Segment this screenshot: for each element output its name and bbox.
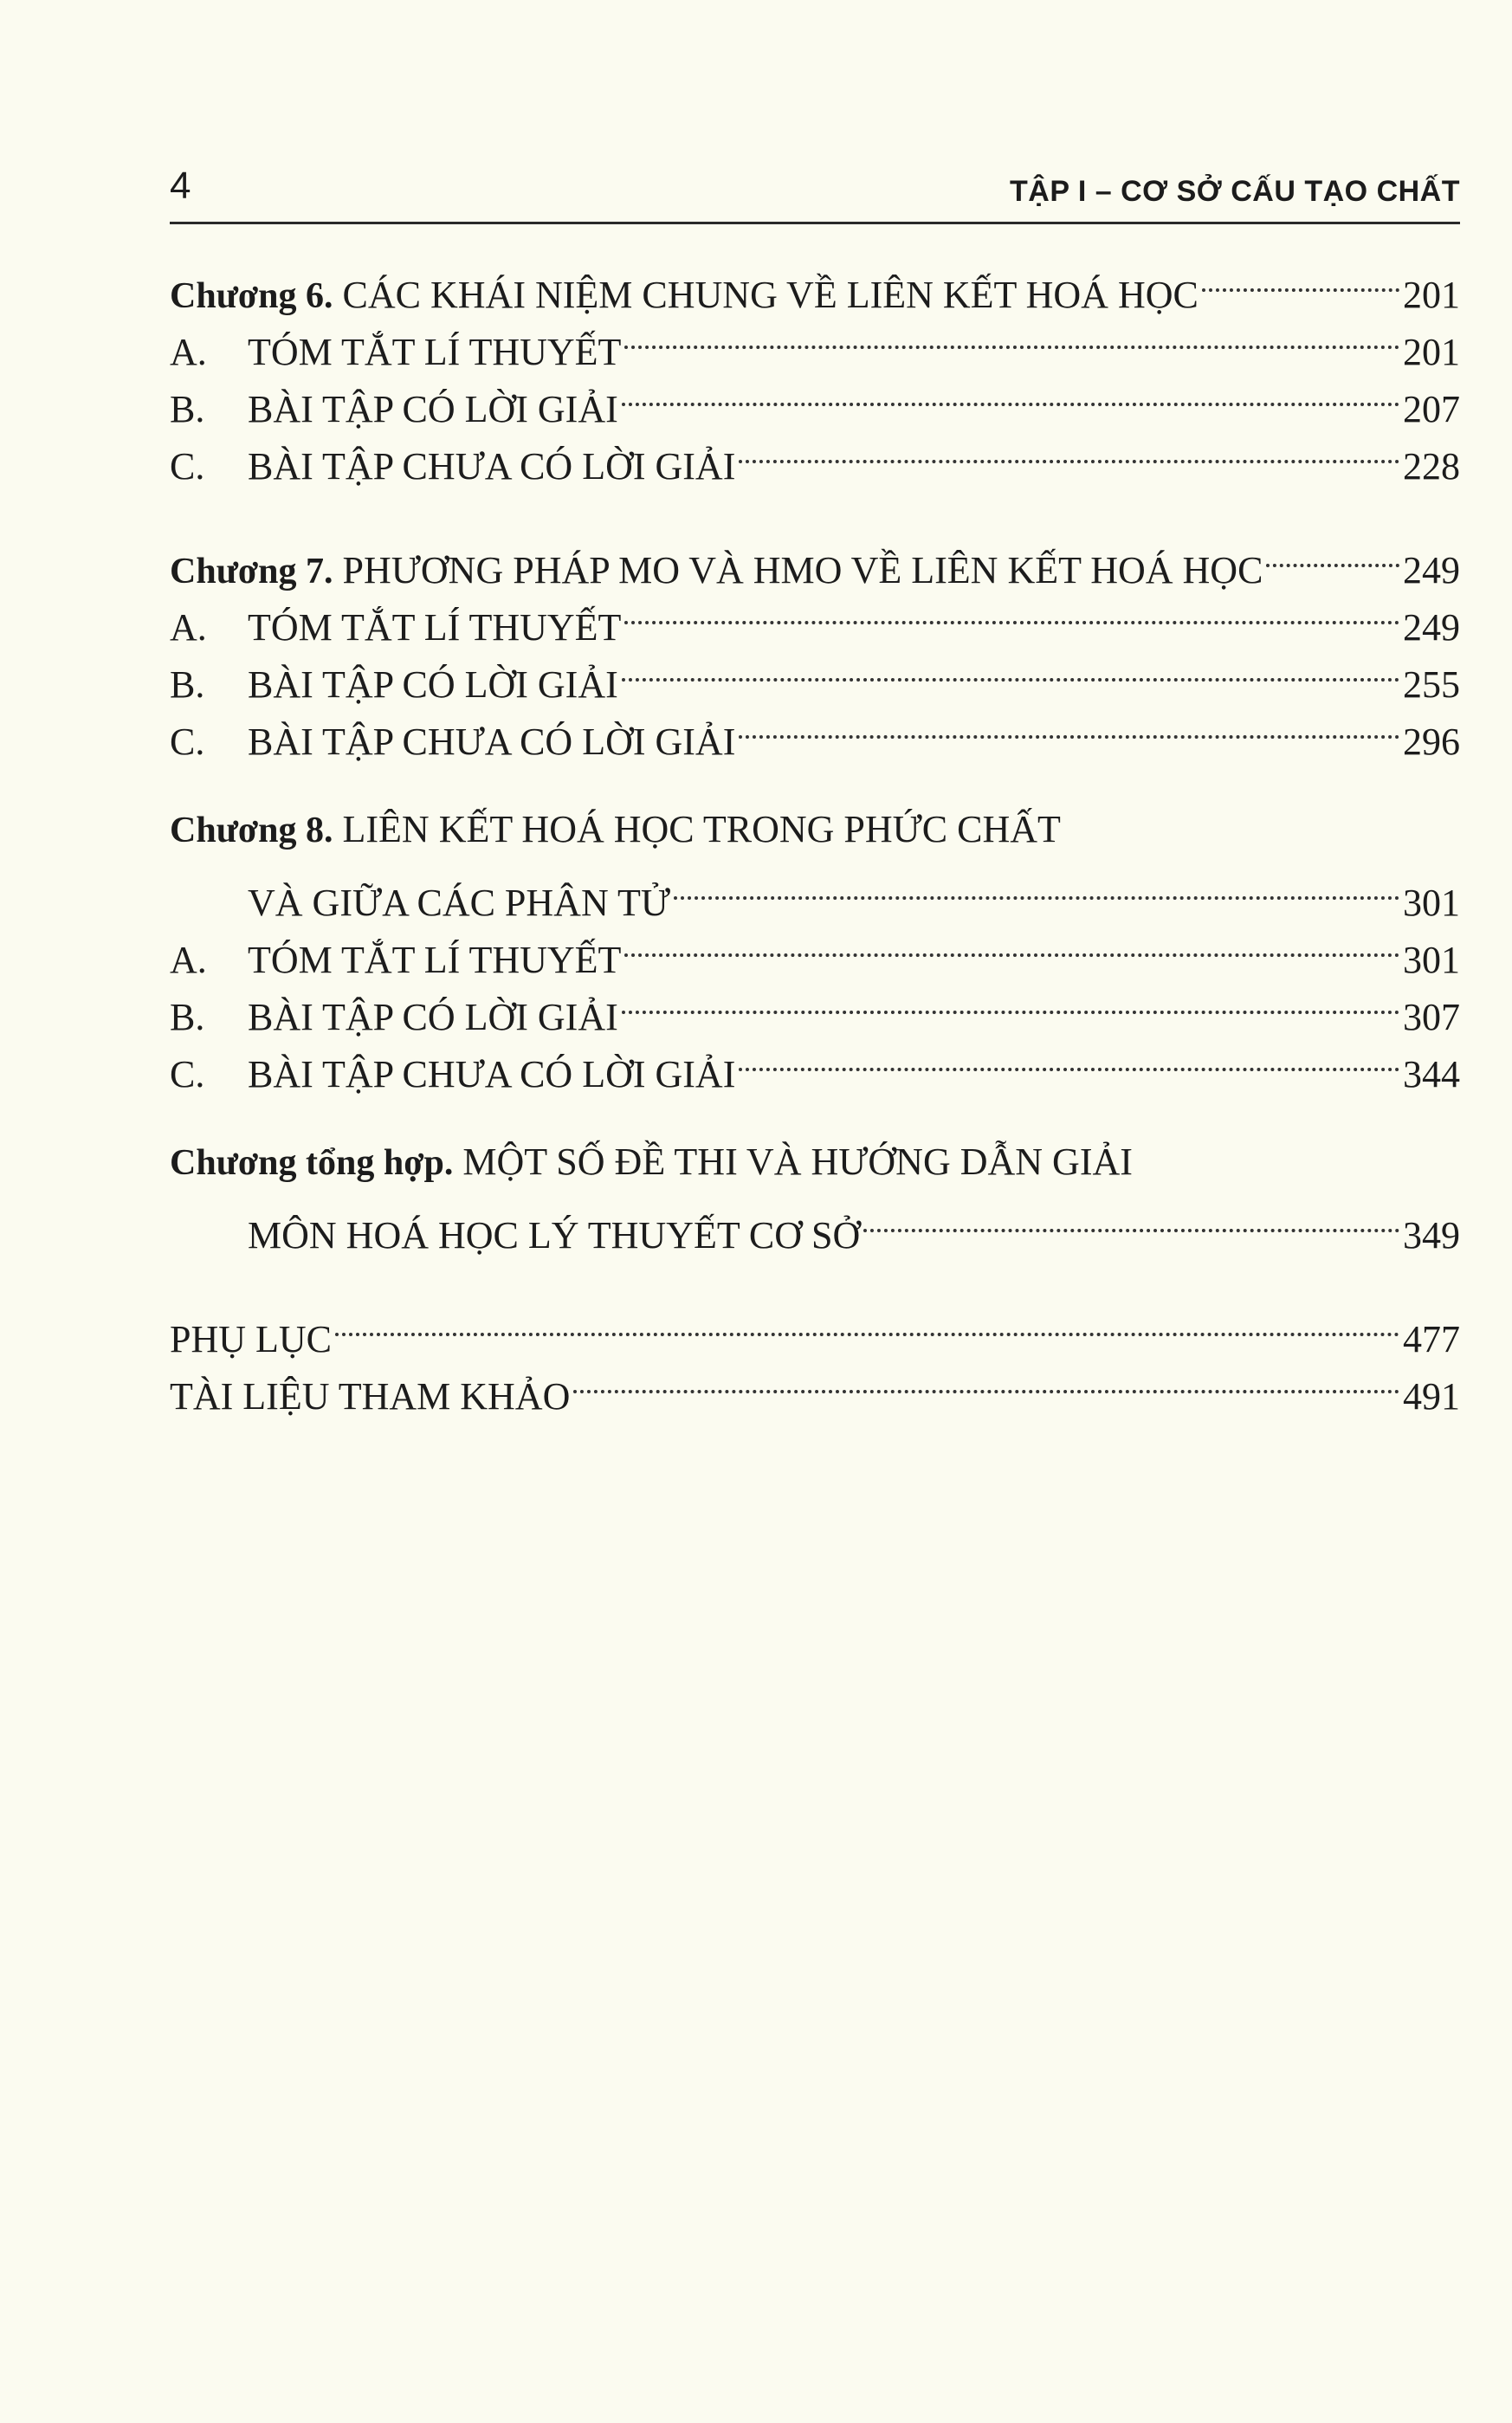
dot-leader — [739, 697, 1399, 754]
page-ref: 301 — [1403, 939, 1460, 981]
page-ref: 249 — [1403, 606, 1460, 649]
section-title: BÀI TẬP CÓ LỜI GIẢI — [248, 388, 618, 430]
section-title: BÀI TẬP CÓ LỜI GIẢI — [248, 996, 618, 1038]
section-letter: A. — [170, 606, 207, 649]
dot-leader — [739, 1030, 1399, 1087]
page-ref: 477 — [1403, 1318, 1460, 1360]
page-ref: 249 — [1403, 549, 1460, 591]
page-ref: 349 — [1403, 1214, 1460, 1257]
section-letter: B. — [170, 996, 205, 1038]
dot-leader — [573, 1352, 1399, 1409]
chapter-prefix: Chương tổng hợp. — [170, 1143, 454, 1183]
toc-extras — [170, 1295, 1460, 1418]
chapter-title: CÁC KHÁI NIỆM CHUNG VỀ LIÊN KẾT HOÁ HỌC — [333, 274, 1199, 316]
book-page — [170, 165, 1460, 1418]
section-letter: C. — [170, 1053, 205, 1095]
toc-chapter-heading-continued[interactable] — [170, 1191, 1460, 1257]
chapter-prefix: Chương 6. — [170, 276, 333, 316]
toc-chapter-heading[interactable] — [170, 1134, 1460, 1191]
extra-title: TÀI LIỆU THAM KHẢO — [170, 1375, 571, 1418]
dot-leader — [335, 1295, 1399, 1352]
page-ref: 344 — [1403, 1053, 1460, 1095]
page-ref: 228 — [1403, 445, 1460, 488]
toc-references[interactable] — [170, 1352, 1460, 1418]
toc-chapter-6 — [170, 250, 1460, 488]
dot-leader — [624, 915, 1399, 972]
extra-title: PHỤ LỤC — [170, 1318, 333, 1360]
dot-leader — [863, 1191, 1399, 1248]
section-letter: A. — [170, 331, 207, 373]
chapter-prefix: Chương 7. — [170, 552, 333, 591]
dot-leader — [1266, 526, 1399, 583]
dot-leader — [739, 422, 1399, 479]
toc-chapter-heading-continued[interactable] — [170, 858, 1460, 924]
toc-chapter-7 — [170, 526, 1460, 763]
toc-chapter-heading[interactable] — [170, 250, 1460, 316]
dot-leader — [622, 640, 1399, 697]
section-letter: B. — [170, 388, 205, 430]
chapter-prefix: Chương 8. — [170, 811, 333, 850]
dot-leader — [674, 858, 1399, 915]
section-letter: C. — [170, 720, 205, 763]
section-letter: C. — [170, 445, 205, 488]
page-ref: 296 — [1403, 720, 1460, 763]
chapter-title: MỘT SỐ ĐỀ THI VÀ HƯỚNG DẪN GIẢI — [453, 1140, 1133, 1183]
page-ref: 207 — [1403, 388, 1460, 430]
page-ref: 307 — [1403, 996, 1460, 1038]
dot-leader — [622, 972, 1399, 1030]
chapter-title: PHƯƠNG PHÁP MO VÀ HMO VỀ LIÊN KẾT HOÁ HỌC — [333, 549, 1263, 591]
page-header — [170, 165, 1460, 224]
chapter-title-line2: MÔN HOÁ HỌC LÝ THUYẾT CƠ SỞ — [248, 1214, 861, 1257]
section-title: TÓM TẮT LÍ THUYẾT — [248, 606, 622, 649]
toc-chapter-heading[interactable] — [170, 526, 1460, 591]
chapter-title-line2: VÀ GIỮA CÁC PHÂN TỬ — [248, 882, 670, 924]
page-ref: 301 — [1403, 882, 1460, 924]
page-ref: 201 — [1403, 274, 1460, 316]
dot-leader — [624, 583, 1399, 640]
section-title: BÀI TẬP CHƯA CÓ LỜI GIẢI — [248, 445, 736, 488]
toc-chapter-8 — [170, 801, 1460, 1095]
toc-appendix[interactable] — [170, 1295, 1460, 1360]
toc-chapter-summary — [170, 1134, 1460, 1257]
section-title: TÓM TẮT LÍ THUYẾT — [248, 331, 622, 373]
dot-leader — [1202, 250, 1399, 307]
chapter-title: LIÊN KẾT HOÁ HỌC TRONG PHỨC CHẤT — [333, 808, 1061, 850]
section-title: BÀI TẬP CÓ LỜI GIẢI — [248, 663, 618, 706]
running-title: TẬP I – CƠ SỞ CẤU TẠO CHẤT — [1010, 175, 1460, 208]
section-letter: A. — [170, 939, 207, 981]
section-title: TÓM TẮT LÍ THUYẾT — [248, 939, 622, 981]
section-letter: B. — [170, 663, 205, 706]
section-title: BÀI TẬP CHƯA CÓ LỜI GIẢI — [248, 1053, 736, 1095]
table-of-contents — [170, 250, 1460, 1418]
section-title: BÀI TẬP CHƯA CÓ LỜI GIẢI — [248, 720, 736, 763]
page-ref: 255 — [1403, 663, 1460, 706]
dot-leader — [624, 307, 1399, 365]
page-number: 4 — [170, 165, 191, 207]
page-ref: 201 — [1403, 331, 1460, 373]
dot-leader — [622, 365, 1399, 422]
toc-chapter-heading[interactable] — [170, 801, 1460, 858]
page-ref: 491 — [1403, 1375, 1460, 1418]
